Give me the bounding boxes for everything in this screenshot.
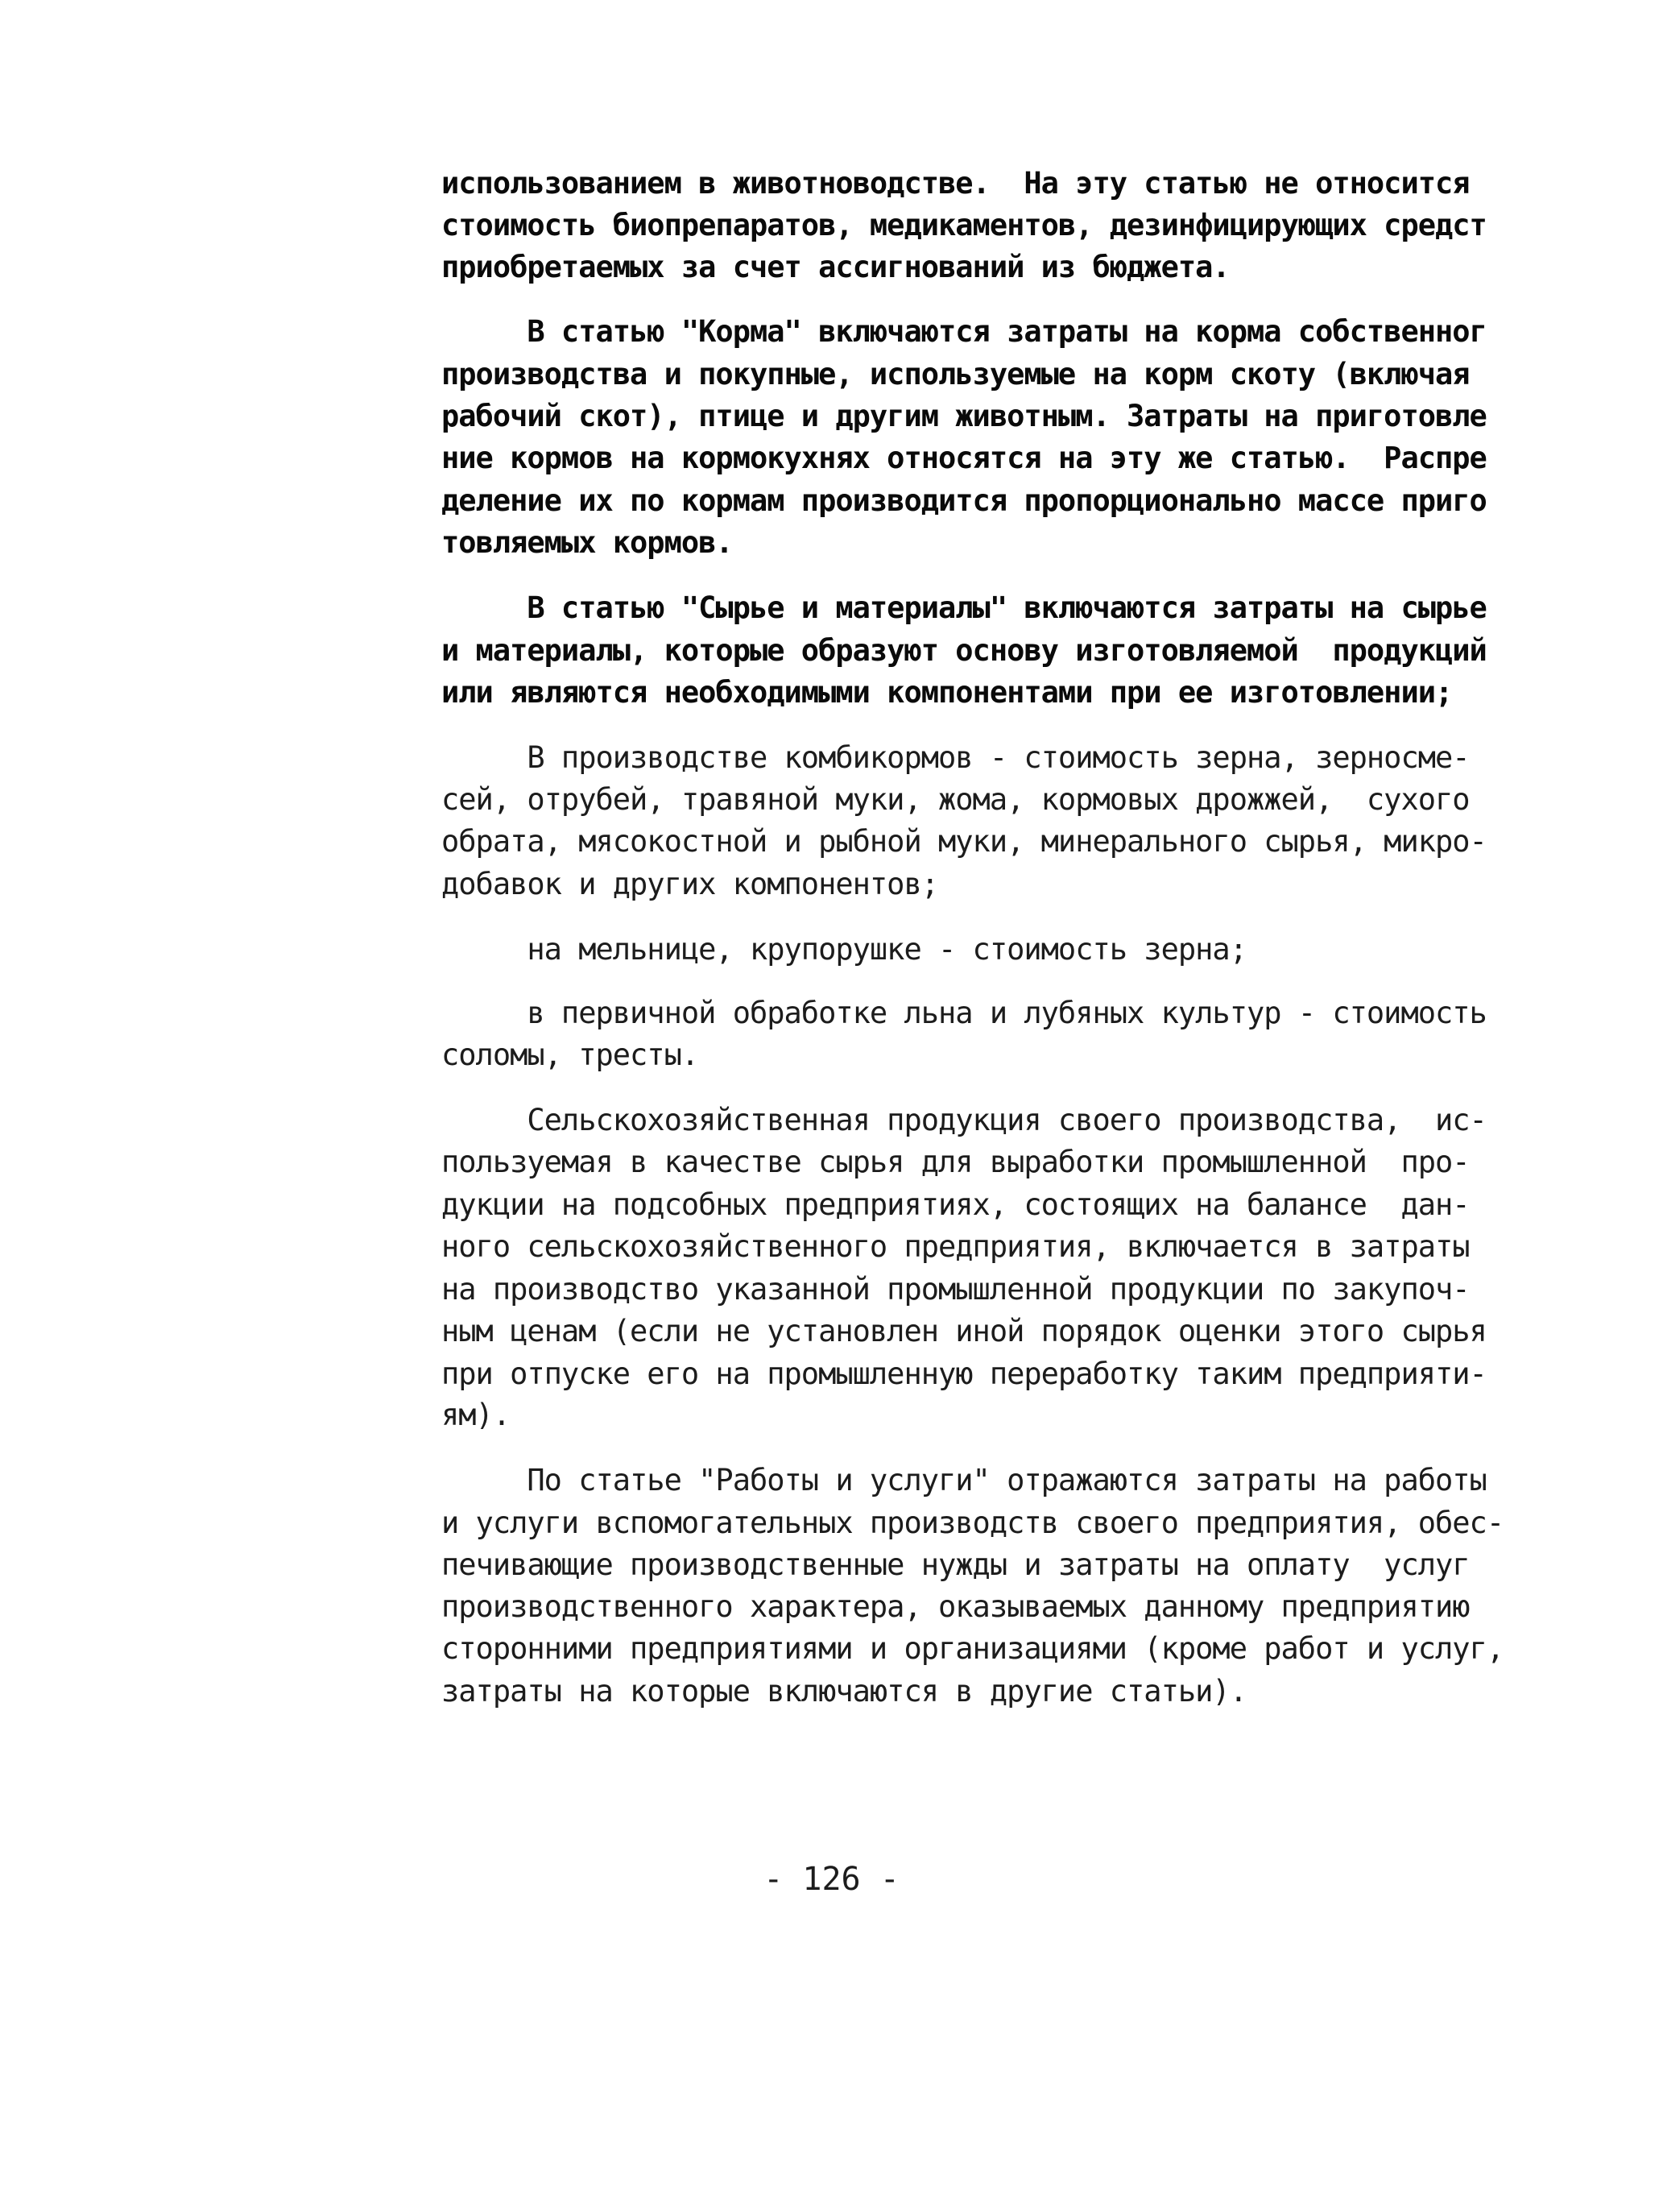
text-line: печивающие производственные нужды и затраты на оплату услуг bbox=[441, 1547, 1470, 1582]
text-line: товляемых кормов. bbox=[441, 525, 733, 560]
text-line: По статье "Работы и услуги" отражаются затраты на работы bbox=[441, 1463, 1487, 1497]
text-line: деление их по кормам производится пропорционально массе приго bbox=[441, 483, 1487, 518]
text-line: производственного характера, оказываемых данному предприятию bbox=[441, 1589, 1470, 1624]
text-line: ние кормов на кормокухнях относятся на эту же статью. Распре bbox=[441, 441, 1487, 475]
text-line: Сельскохозяйственная продукция своего производства, ис- bbox=[441, 1103, 1487, 1137]
text-line: ным ценам (если не установлен иной порядок оценки этого сырья bbox=[441, 1314, 1487, 1348]
text-line: В статью "Корма" включаются затраты на корма собственног bbox=[441, 314, 1487, 349]
text-line: на мельнице, крупорушке - стоимость зерна; bbox=[441, 932, 1247, 967]
text-line: пользуемая в качестве сырья для выработки промышленной про- bbox=[441, 1145, 1470, 1179]
text-line: соломы, тресты. bbox=[441, 1038, 699, 1072]
text-line: ям). bbox=[441, 1398, 511, 1432]
text-line: или являются необходимыми компонентами при ее изготовлении; bbox=[441, 675, 1453, 710]
text-line: стоимость биопрепаратов, медикаментов, дезинфицирующих средст bbox=[441, 208, 1487, 242]
text-line: при отпуске его на промышленную переработку таким предприяти- bbox=[441, 1357, 1487, 1391]
text-line: производства и покупные, используемые на корм скоту (включая bbox=[441, 357, 1470, 391]
text-line: добавок и других компонентов; bbox=[441, 867, 939, 901]
text-line: использованием в животноводстве. На эту статью не относится bbox=[441, 166, 1470, 201]
text-line: на производство указанной промышленной продукции по закупоч- bbox=[441, 1272, 1470, 1307]
text-line: В статью "Сырье и материалы" включаются затраты на сырье bbox=[441, 590, 1487, 625]
text-line: сей, отрубей, травяной муки, жома, кормовых дрожжей, сухого bbox=[441, 782, 1470, 817]
text-line: В производстве комбикормов - стоимость зерна, зерносме- bbox=[441, 740, 1470, 775]
text-line: сторонними предприятиями и организациями (кроме работ и услуг, bbox=[441, 1631, 1504, 1666]
text-line: в первичной обработке льна и лубяных культур - стоимость bbox=[441, 996, 1487, 1030]
text-line: рабочий скот), птице и другим животным. Затраты на приготовле bbox=[441, 399, 1487, 433]
text-line: и материалы, которые образуют основу изготовляемой продукций bbox=[441, 633, 1487, 668]
text-line: дукции на подсобных предприятиях, состоящих на балансе дан- bbox=[441, 1187, 1470, 1222]
text-line: обрата, мясокостной и рыбной муки, минерального сырья, микро- bbox=[441, 824, 1487, 859]
text-line: затраты на которые включаются в другие статьи). bbox=[441, 1674, 1247, 1709]
text-line: приобретаемых за счет ассигнований из бюджета. bbox=[441, 250, 1230, 284]
text-line: и услуги вспомогательных производств своего предприятия, обес- bbox=[441, 1506, 1504, 1540]
text-line: ного сельскохозяйственного предприятия, включается в затраты bbox=[441, 1229, 1470, 1264]
page-number: - 126 - bbox=[763, 1861, 900, 1898]
